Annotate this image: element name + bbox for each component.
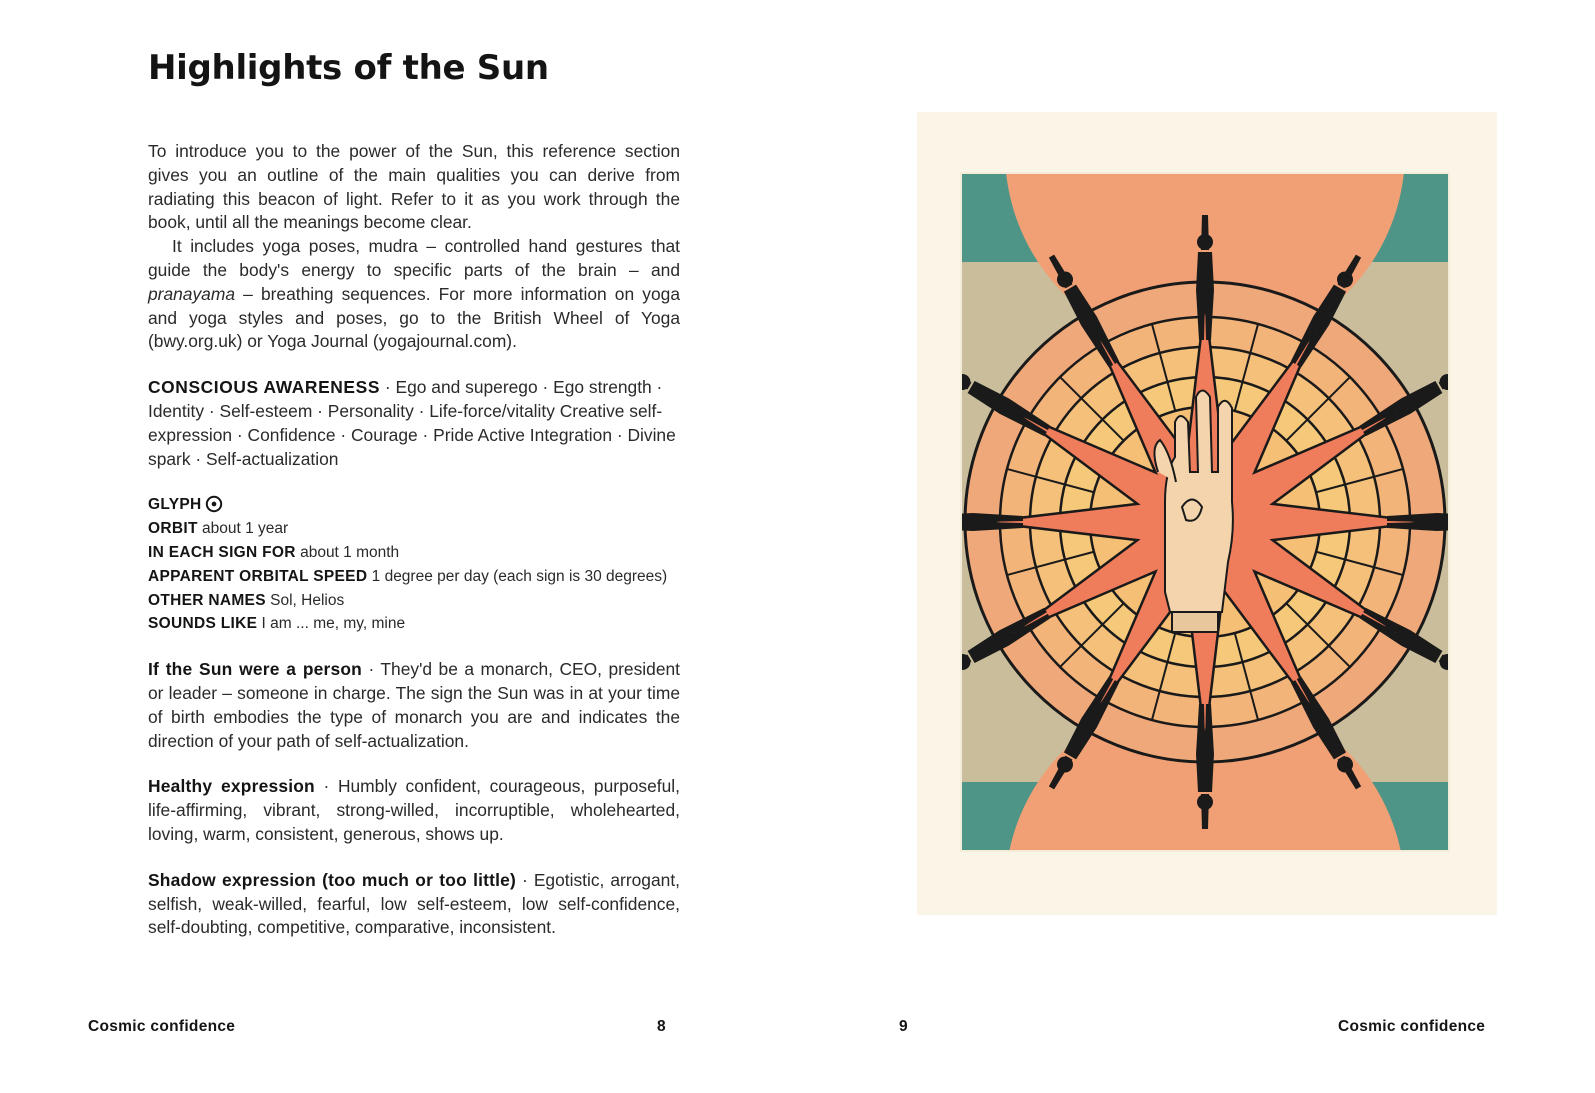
fact-value: about 1 month bbox=[300, 543, 400, 561]
intro-paragraph-2 bbox=[148, 235, 680, 354]
left-page bbox=[0, 0, 797, 1093]
right-page bbox=[797, 0, 1595, 1093]
person-section bbox=[148, 658, 680, 753]
fact-row bbox=[148, 517, 680, 541]
fact-key: APPARENT ORBITAL SPEED bbox=[148, 567, 368, 585]
fact-key: GLYPH bbox=[148, 496, 202, 514]
conscious-awareness-section bbox=[148, 376, 680, 471]
sun-salutation-illustration bbox=[960, 172, 1450, 852]
person-text: They'd be a monarch, CEO, president or leader – someone in charge. The sign the Sun was in at your time of birth embodies the type of monarch you are and indicates the direction of your path of self-actualization. bbox=[148, 659, 680, 751]
fact-key: SOUNDS LIKE bbox=[148, 615, 258, 633]
separator: · bbox=[362, 659, 381, 680]
facts-list bbox=[148, 493, 680, 636]
page-number-right: 9 bbox=[899, 1018, 908, 1035]
page-number-left: 8 bbox=[657, 1018, 666, 1035]
fact-row bbox=[148, 541, 680, 565]
shadow-expression-label: Shadow expression (too much or too little) bbox=[148, 869, 517, 890]
intro-text-part-1: It includes yoga poses, mudra – controlled hand gestures that guide the body's energy to specific parts of the brain – and bbox=[148, 236, 680, 280]
footer-title-left: Cosmic confidence bbox=[88, 1018, 236, 1035]
fact-row bbox=[148, 493, 680, 517]
fact-row bbox=[148, 565, 680, 589]
healthy-expression-section bbox=[148, 775, 680, 846]
fact-value: Sol, Helios bbox=[270, 591, 345, 609]
pranayama-term: pranayama bbox=[148, 283, 236, 304]
sun-glyph-icon bbox=[205, 495, 223, 513]
intro-paragraph: To introduce you to the power of the Sun, this reference section gives you an outline of the main qualities you can derive from radiating this beacon of light. Refer to it as you work through the book, until all the meanings become clear. bbox=[148, 141, 680, 233]
conscious-awareness-text: Ego and superego · Ego strength · Identity · Self-esteem · Personality · Life-force/vitality Creative self-expression · Confidence · Courage · Pride Active Integration · Divine spark · Self-actualization bbox=[148, 377, 676, 469]
fact-key: OTHER NAMES bbox=[148, 591, 266, 609]
shadow-expression-text: Egotistic, arrogant, selfish, weak-willed, fearful, low self-esteem, low self-confidence, self-doubting, competitive, comparative, inconsistent. bbox=[148, 869, 680, 938]
fact-value: 1 degree per day (each sign is 30 degrees) bbox=[371, 567, 668, 585]
person-label: If the Sun were a person bbox=[148, 659, 362, 680]
separator: · bbox=[516, 869, 534, 890]
shadow-expression-section bbox=[148, 869, 680, 940]
fact-row bbox=[148, 589, 680, 613]
intro-text-part-2: – breathing sequences. For more information on yoga and yoga styles and poses, go to the British Wheel of Yoga (bwy.org.uk) or Yoga Journal (yogajournal.com). bbox=[148, 283, 680, 352]
body-text bbox=[148, 140, 680, 940]
footer-title-right: Cosmic confidence bbox=[1338, 1018, 1486, 1035]
separator: · bbox=[314, 776, 338, 797]
fact-key: ORBIT bbox=[148, 520, 198, 538]
healthy-expression-label: Healthy expression bbox=[148, 776, 315, 797]
fact-key: IN EACH SIGN FOR bbox=[148, 543, 296, 561]
healthy-expression-text: Humbly confident, courageous, purposeful, life-affirming, vibrant, strong-willed, incorruptible, wholehearted, loving, warm, consistent, generous, shows up. bbox=[148, 776, 680, 844]
fact-value: about 1 year bbox=[202, 520, 289, 538]
separator: · bbox=[380, 377, 396, 398]
fact-value: I am ... me, my, mine bbox=[261, 615, 406, 633]
conscious-awareness-label: CONSCIOUS AWARENESS bbox=[148, 377, 381, 398]
page-title: Highlights of the Sun bbox=[148, 48, 549, 88]
fact-row bbox=[148, 612, 680, 636]
